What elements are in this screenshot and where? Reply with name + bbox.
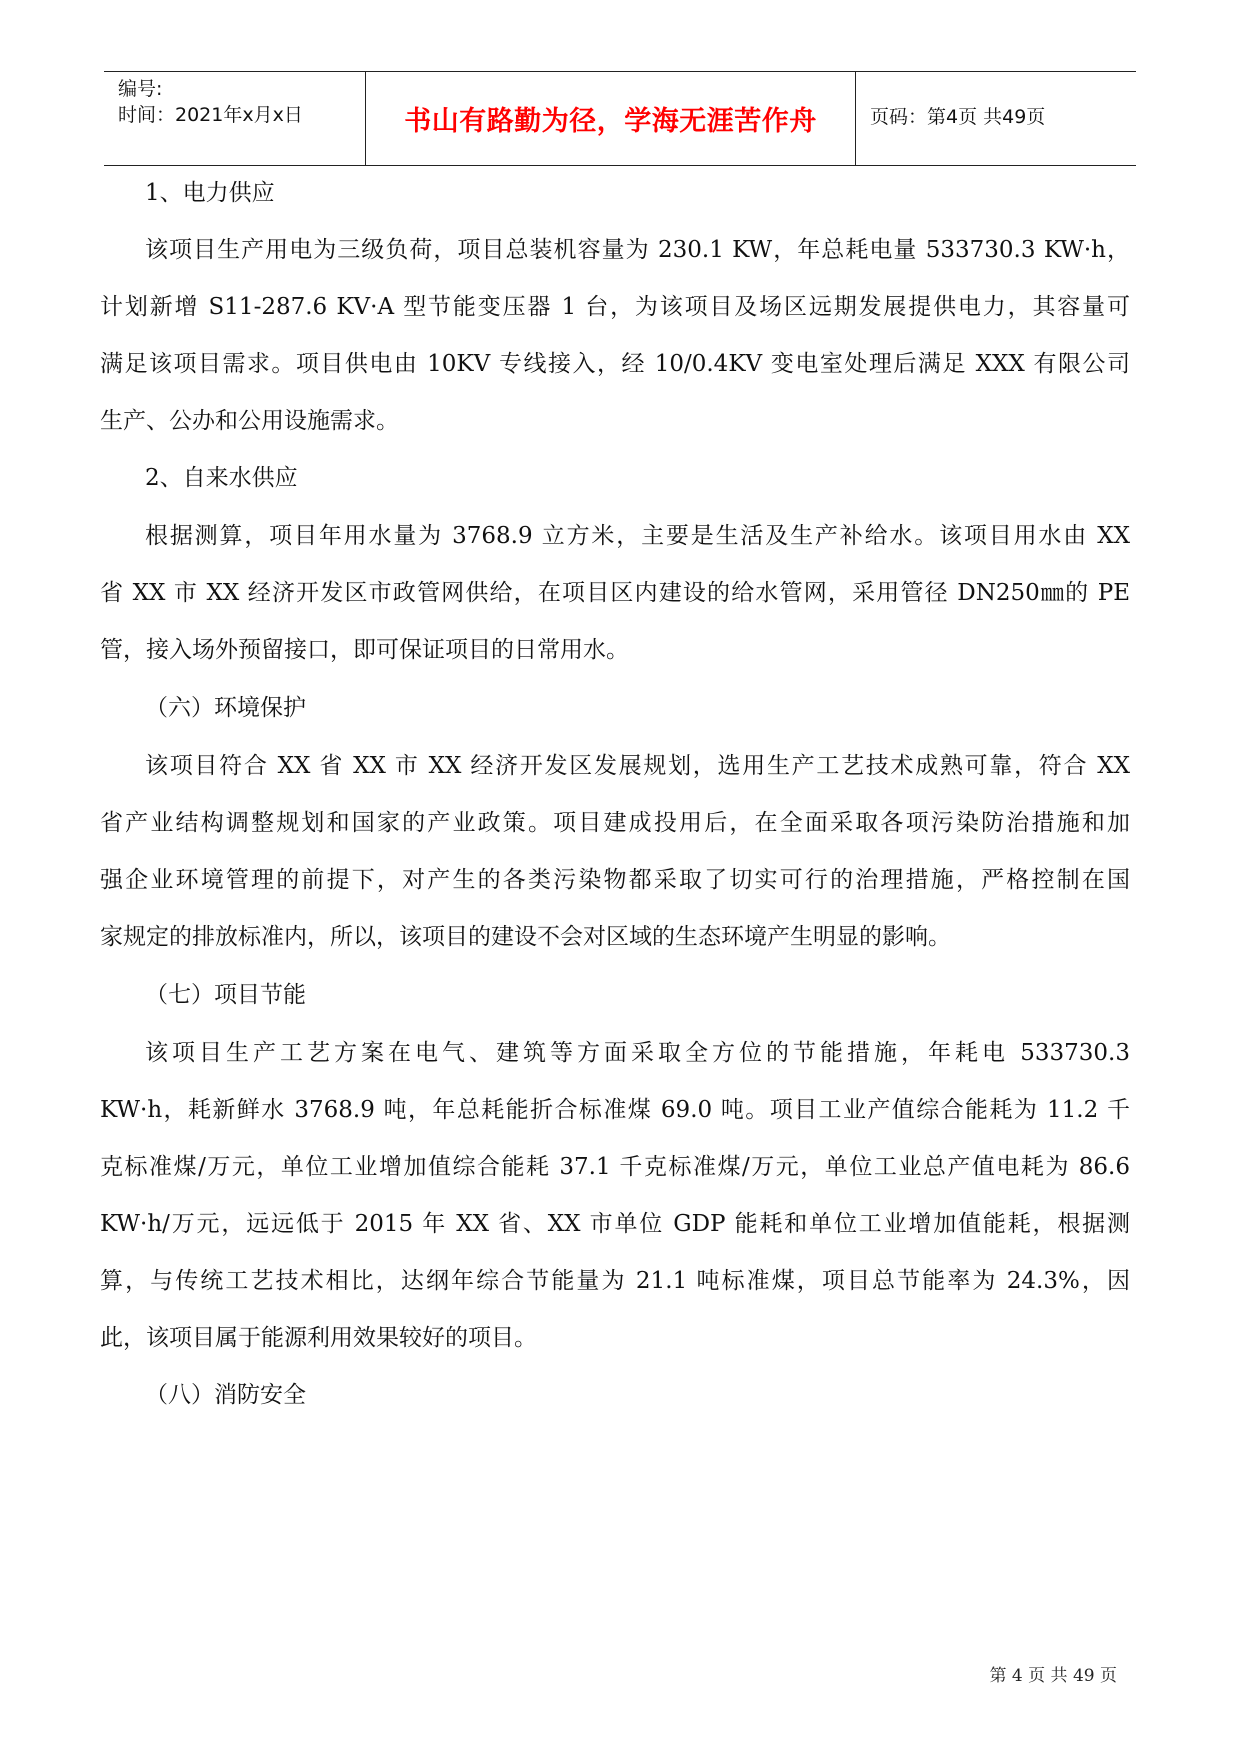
- paragraph-line: 管，接入场外预留接口，即可保证项目的日常用水。: [100, 637, 629, 663]
- header-right-cell: [856, 72, 1136, 165]
- paragraph-line: 生产、公办和公用设施需求。: [100, 408, 399, 434]
- paragraph-line: 省 XX 市 XX 经济开发区市政管网供给，在项目区内建设的给水管网，采用管径 DN250㎜的 PE: [100, 580, 1130, 606]
- paragraph-line: 此，该项目属于能源利用效果较好的项目。: [100, 1325, 537, 1351]
- paragraph-line: 省产业结构调整规划和国家的产业政策。项目建成投用后，在全面采取各项污染防治措施和加: [100, 810, 1130, 836]
- paragraph-line: 强企业环境管理的前提下，对产生的各类污染物都采取了切实可行的治理措施，严格控制在国: [100, 867, 1130, 893]
- page-header: [104, 71, 1136, 166]
- paragraph-line: 克标准煤/万元，单位工业增加值综合能耗 37.1 千克标准煤/万元，单位工业总产值电耗为 86.6: [100, 1154, 1130, 1180]
- page-footer: 第 4 页 共 49 页: [989, 1666, 1117, 1686]
- section-heading: （六）环境保护: [145, 695, 306, 721]
- header-motto: 书山有路勤为径，学海无涯苦作舟: [404, 106, 817, 137]
- paragraph-line: 该项目符合 XX 省 XX 市 XX 经济开发区发展规划，选用生产工艺技术成熟可靠，符合 XX: [145, 753, 1130, 779]
- section-heading: 2、自来水供应: [145, 465, 298, 491]
- section-heading: （八）消防安全: [145, 1382, 306, 1408]
- paragraph-line: 该项目生产工艺方案在电气、建筑等方面采取全方位的节能措施，年耗电 533730.3: [145, 1040, 1130, 1066]
- section-heading: 1、电力供应: [145, 180, 275, 206]
- paragraph-line: 该项目生产用电为三级负荷，项目总装机容量为 230.1 KW，年总耗电量 533730.3 KW·h，: [145, 237, 1130, 263]
- document-date: 时间：2021年x月x日: [118, 104, 303, 126]
- paragraph-line: 根据测算，项目年用水量为 3768.9 立方米，主要是生活及生产补给水。该项目用水由 XX: [145, 523, 1130, 549]
- document-number-label: 编号:: [118, 78, 163, 100]
- paragraph-line: KW·h/万元，远远低于 2015 年 XX 省、XX 市单位 GDP 能耗和单位工业增加值能耗，根据测: [100, 1211, 1130, 1237]
- paragraph-line: 计划新增 S11-287.6 KV·A 型节能变压器 1 台，为该项目及场区远期发展提供电力，其容量可: [100, 294, 1130, 320]
- paragraph-line: KW·h，耗新鲜水 3768.9 吨，年总耗能折合标准煤 69.0 吨。项目工业产值综合能耗为 11.2 千: [100, 1097, 1130, 1123]
- paragraph-line: 算，与传统工艺技术相比，达纲年综合节能量为 21.1 吨标准煤，项目总节能率为 24.3%，因: [100, 1268, 1130, 1294]
- header-page-info: 页码：第4页 共49页: [870, 106, 1046, 128]
- header-left-cell: [104, 72, 366, 165]
- paragraph-line: 满足该项目需求。项目供电由 10KV 专线接入，经 10/0.4KV 变电室处理后满足 XXX 有限公司: [100, 351, 1130, 377]
- section-heading: （七）项目节能: [145, 982, 306, 1008]
- paragraph-line: 家规定的排放标准内，所以，该项目的建设不会对区域的生态环境产生明显的影响。: [100, 924, 951, 950]
- header-middle-cell: [366, 72, 856, 165]
